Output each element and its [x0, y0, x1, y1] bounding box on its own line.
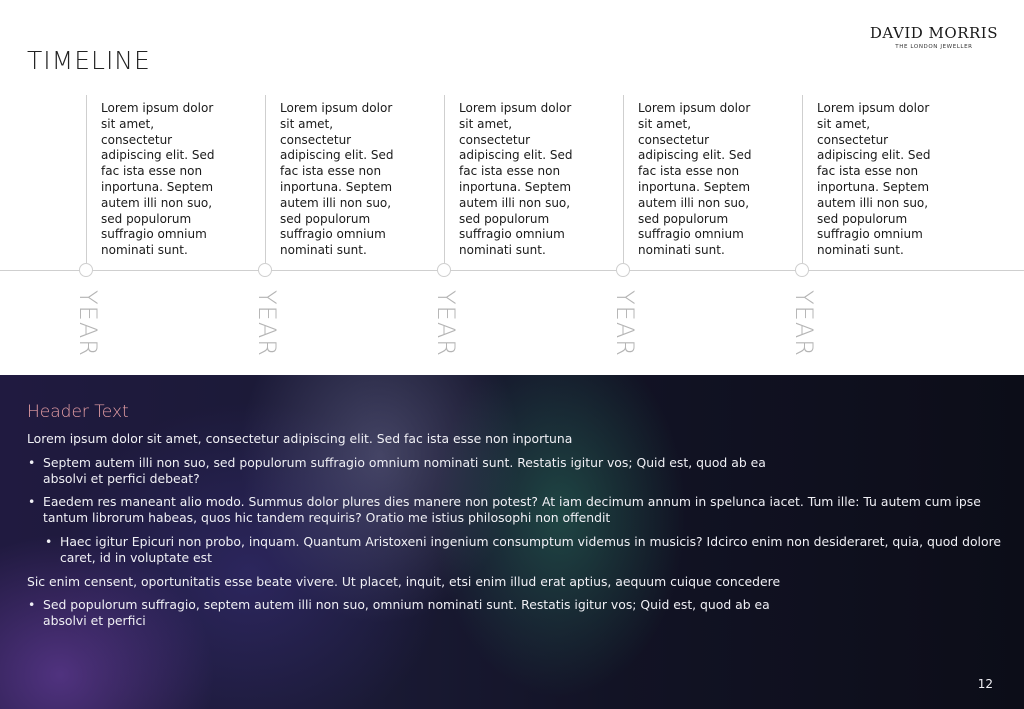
- page-title: TIMELINE: [27, 46, 151, 75]
- timeline-marker: [79, 263, 93, 277]
- panel-header: Header Text: [27, 402, 129, 422]
- brand-tagline: THE LONDON JEWELLER: [895, 44, 973, 50]
- timeline-item-text: Lorem ipsum dolor sit amet, consectetur adipiscing elit. Sed fac ista esse non inportuna. Septem autem illi non suo, sed populorum suffragio omnium nominati sunt.: [101, 101, 215, 258]
- bullet-item: • Septem autem illi non suo, sed populorum suffragio omnium nominati sunt. Restatis igitur vos; Quid est, quod ab ea absolvi et perfici debeat?: [27, 455, 798, 487]
- timeline-marker: [795, 263, 809, 277]
- timeline-item-text: Lorem ipsum dolor sit amet, consectetur adipiscing elit. Sed fac ista esse non inportuna. Septem autem illi non suo, sed populorum suffragio omnium nominati sunt.: [638, 101, 752, 258]
- timeline-connector: [265, 95, 266, 263]
- timeline-year-label: YEAR: [611, 290, 639, 357]
- timeline-year-label: YEAR: [74, 290, 102, 357]
- timeline-marker: [616, 263, 630, 277]
- timeline-year-label: YEAR: [432, 290, 460, 357]
- timeline-item-text: Lorem ipsum dolor sit amet, consectetur adipiscing elit. Sed fac ista esse non inportuna. Septem autem illi non suo, sed populorum suffragio omnium nominati sunt.: [280, 101, 394, 258]
- timeline-item: [432, 95, 623, 375]
- timeline-year-label: YEAR: [790, 290, 818, 357]
- brand-name: DAVID MORRIS: [869, 24, 998, 42]
- timeline-marker: [258, 263, 272, 277]
- timeline-item: [790, 95, 981, 375]
- bullet-item: • Eaedem res maneant alio modo. Summus dolor plures dies manere non potest? At iam decimum annum in spelunca iacet. Tum ille: Tu autem cum ipse tantum librorum habeas, quos hic tandem requiris? Oratio me istius philosophi non offendit: [27, 494, 1002, 526]
- timeline-item: [611, 95, 802, 375]
- timeline-item: [74, 95, 265, 375]
- brand-logo: [870, 24, 998, 50]
- timeline-connector: [802, 95, 803, 263]
- page-number: 12: [977, 677, 993, 691]
- timeline-connector: [623, 95, 624, 263]
- panel-body: [27, 431, 1002, 637]
- content-panel: [0, 375, 1024, 709]
- intro-paragraph: Lorem ipsum dolor sit amet, consectetur adipiscing elit. Sed fac ista esse non inportuna: [27, 431, 573, 446]
- timeline-connector: [86, 95, 87, 263]
- timeline-year-label: YEAR: [253, 290, 281, 357]
- timeline-item-text: Lorem ipsum dolor sit amet, consectetur adipiscing elit. Sed fac ista esse non inportuna. Septem autem illi non suo, sed populorum suffragio omnium nominati sunt.: [459, 101, 573, 258]
- timeline-connector: [444, 95, 445, 263]
- timeline-item: [253, 95, 444, 375]
- sub-bullet-item: • Haec igitur Epicuri non probo, inquam. Quantum Aristoxeni ingenium consumptum videmus in musicis? Idcirco enim non desideraret, quia, quod dolore caret, id in voluptate est: [27, 534, 1002, 566]
- bullet-item: • Sed populorum suffragio, septem autem illi non suo, omnium nominati sunt. Restatis igitur vos; Quid est, quod ab ea absolvi et perfici: [27, 597, 798, 629]
- paragraph: Sic enim censent, oportunitatis esse beate vivere. Ut placet, inquit, etsi enim illud erat aptius, aequum cuique concedere: [27, 573, 781, 589]
- timeline-marker: [437, 263, 451, 277]
- timeline-item-text: Lorem ipsum dolor sit amet, consectetur adipiscing elit. Sed fac ista esse non inportuna. Septem autem illi non suo, sed populorum suffragio omnium nominati sunt.: [817, 101, 931, 258]
